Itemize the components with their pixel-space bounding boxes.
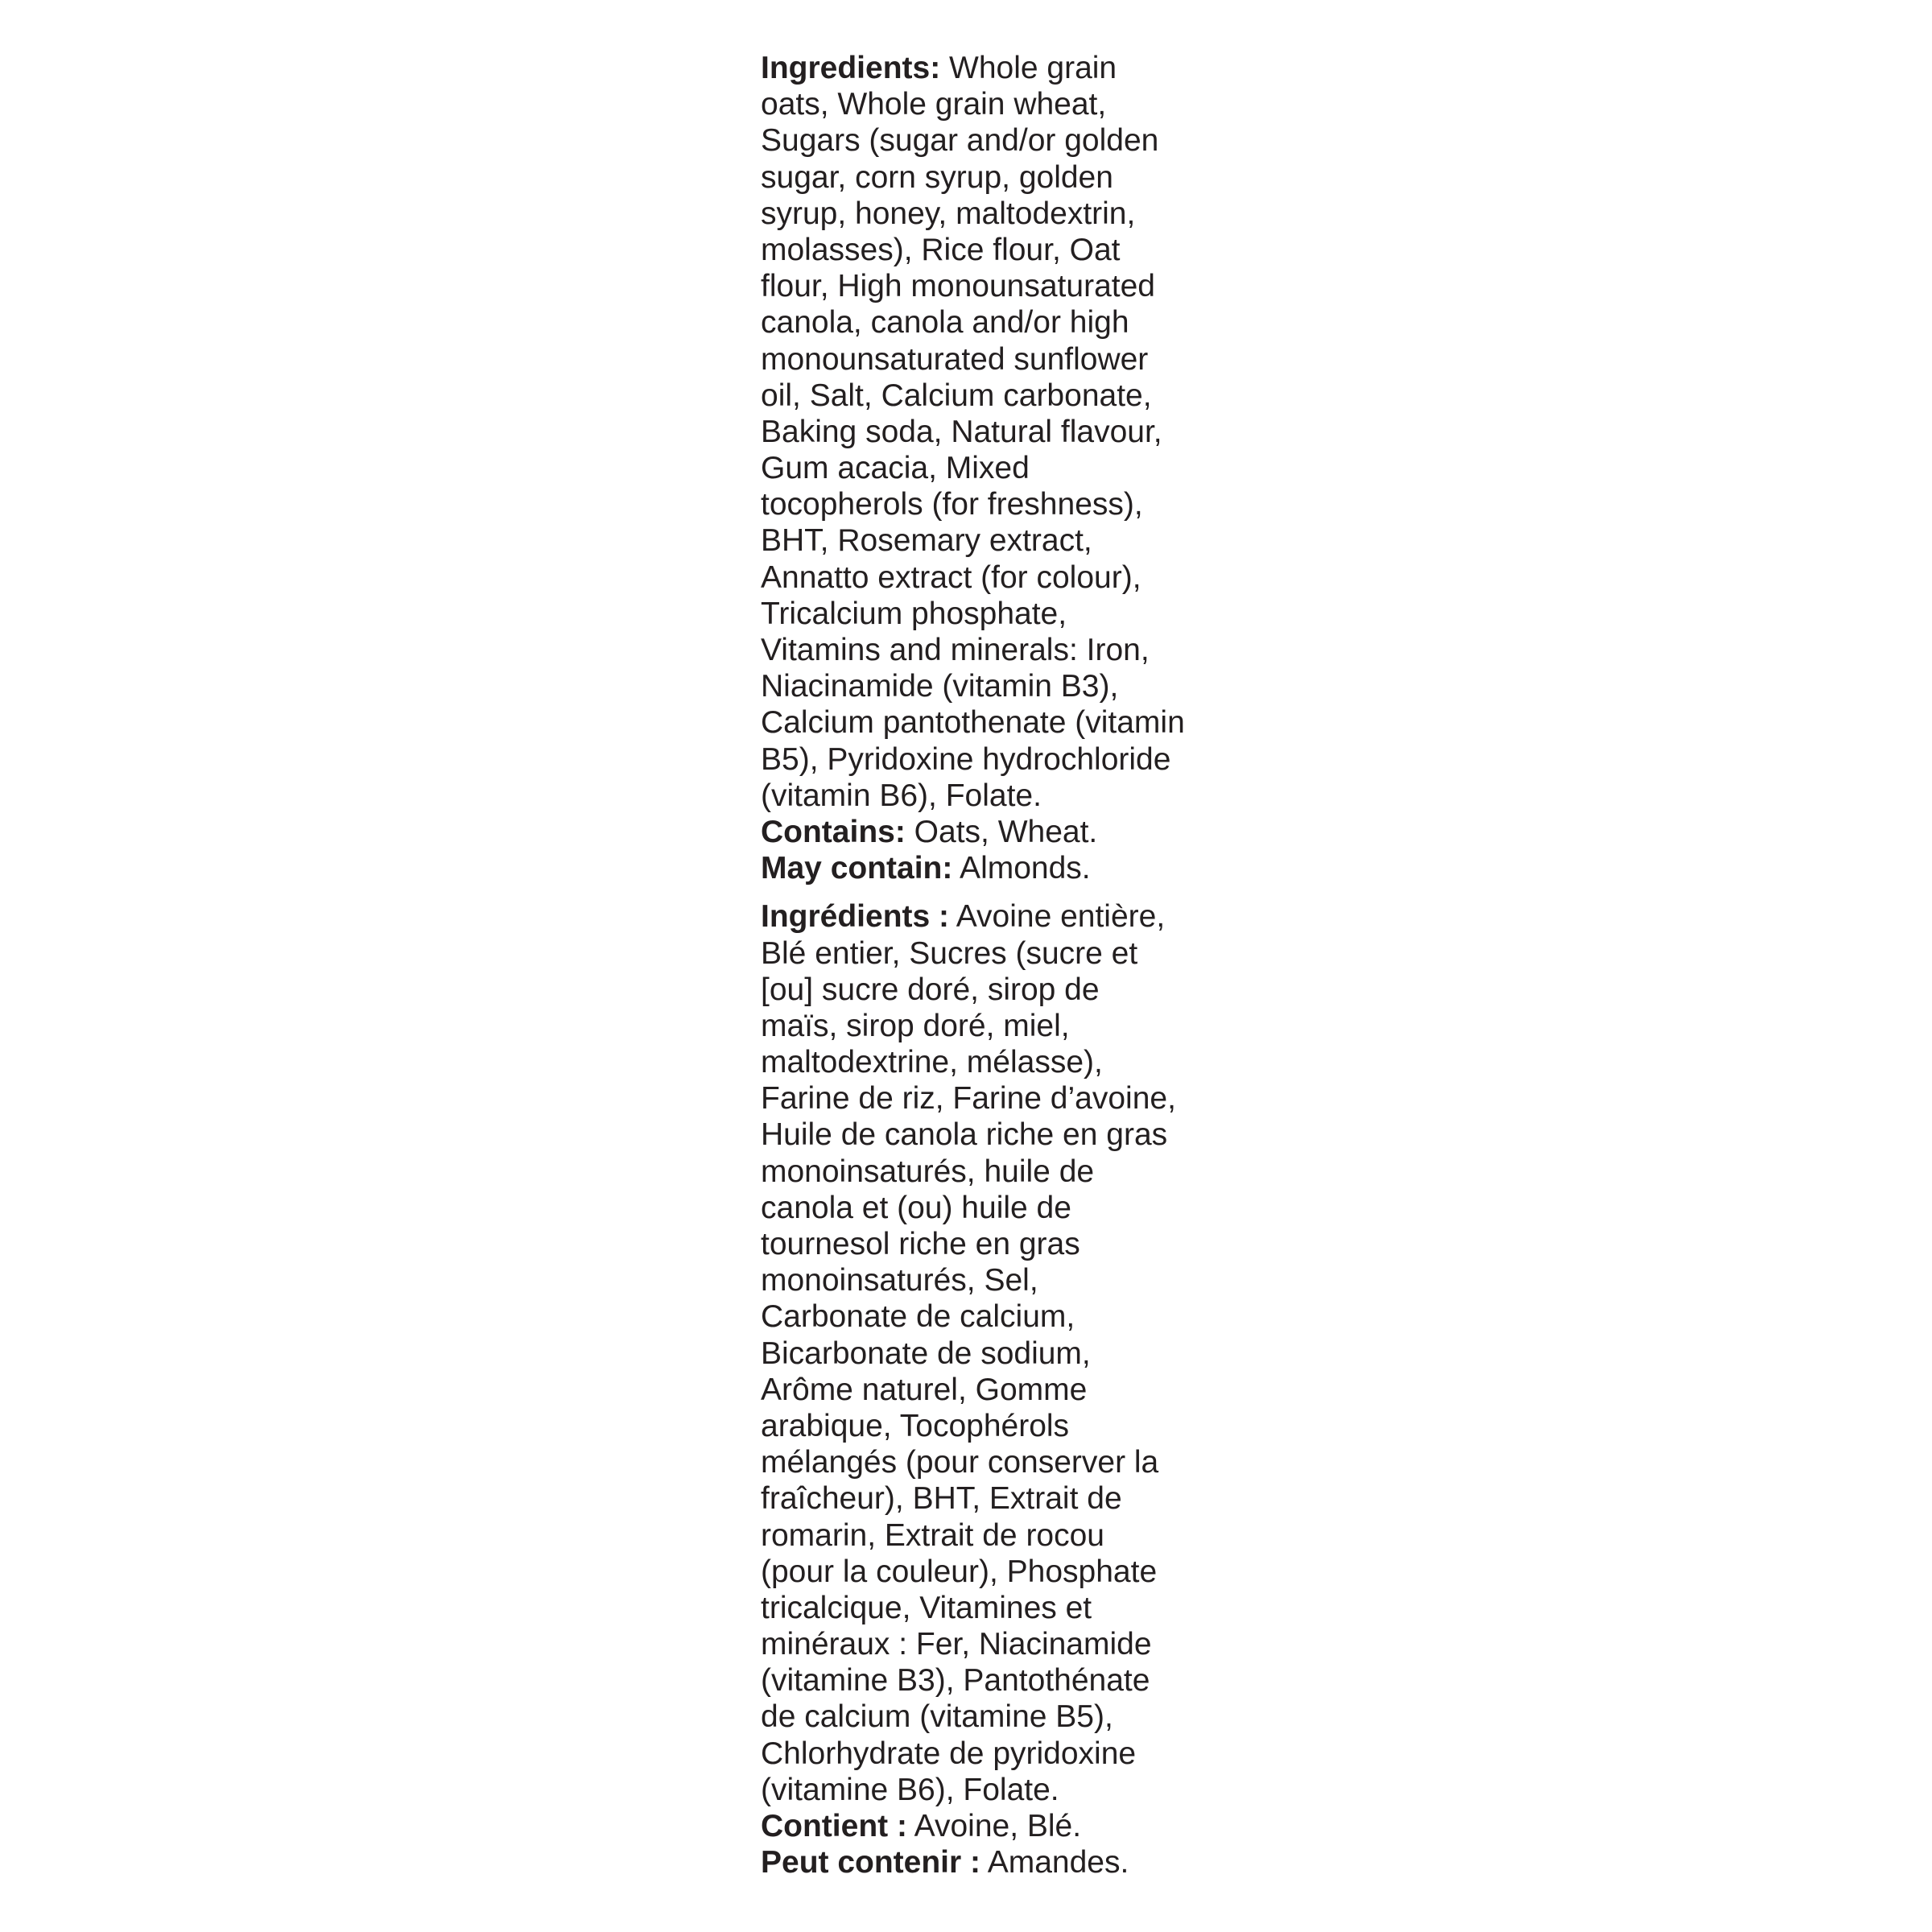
english-ingredients-heading: Ingredients: (761, 51, 941, 85)
french-ingredients-line: maïs, sirop doré, miel, (761, 1008, 1070, 1043)
french-ingredients-line: Carbonate de calcium, (761, 1299, 1075, 1335)
french-ingredients-line: [ou] sucre doré, sirop de (761, 972, 1100, 1007)
english-may-contain-heading: May contain: (761, 851, 953, 886)
french-may-contain-line (761, 1844, 1212, 1880)
english-ingredients-line: (vitamin B6), Folate. (761, 778, 1042, 813)
french-ingredients-line: Arôme naturel, Gomme (761, 1372, 1088, 1407)
french-ingredients-line: Bicarbonate de sodium, (761, 1335, 1091, 1371)
english-contains-line (761, 814, 1212, 850)
french-ingredients-heading: Ingrédients : (761, 899, 950, 935)
english-ingredients-line: Gum acacia, Mixed (761, 451, 1030, 486)
french-ingredients-line: Huile de canola riche en gras (761, 1117, 1168, 1153)
english-ingredients-line: syrup, honey, maltodextrin, (761, 196, 1136, 231)
english-ingredients-line: Sugars (sugar and/or golden (761, 123, 1159, 159)
english-ingredients-block (761, 50, 1212, 886)
french-ingredients-block (761, 898, 1212, 1880)
french-contains-text: Avoine, Blé. (906, 1809, 1082, 1843)
french-ingredients-line: (vitamine B6), Folate. (761, 1772, 1059, 1807)
french-ingredients-line: romarin, Extrait de rocou (761, 1517, 1105, 1553)
english-ingredients-line: Vitamins and minerals: Iron, (761, 633, 1150, 667)
french-ingredients-line: de calcium (vitamine B5), (761, 1699, 1113, 1735)
english-ingredients-line: BHT, Rosemary extract, (761, 523, 1092, 559)
french-ingredients-line: mélangés (pour conserver la (761, 1445, 1159, 1480)
english-ingredients-line: oil, Salt, Calcium carbonate, (761, 378, 1152, 413)
french-ingredients-line: arabique, Tocophérols (761, 1408, 1070, 1443)
french-ingredients-text: Avoine entière, (949, 899, 1166, 935)
english-may-contain-text: Almonds. (952, 851, 1091, 886)
english-ingredients-line: Tricalcium phosphate, (761, 596, 1067, 631)
french-ingredients-line: monoinsaturés, Sel, (761, 1263, 1038, 1298)
french-ingredients-line: (pour la couleur), Phosphate (761, 1554, 1158, 1589)
english-ingredients-line: tocopherols (for freshness), (761, 487, 1143, 522)
english-ingredients-line: oats, Whole grain wheat, (761, 87, 1107, 122)
english-ingredients-text: Whole grain (940, 51, 1117, 85)
english-contains-heading: Contains: (761, 814, 906, 849)
french-ingredients-first-line (761, 898, 1212, 935)
french-ingredients-line: monoinsaturés, huile de (761, 1154, 1095, 1189)
french-ingredients-line: canola et (ou) huile de (761, 1190, 1071, 1225)
english-ingredients-line: Annatto extract (for colour), (761, 559, 1141, 595)
french-contains-heading: Contient : (761, 1809, 907, 1843)
french-may-contain-heading: Peut contenir : (761, 1845, 981, 1880)
ingredients-panel (761, 50, 1212, 1880)
english-contains-text: Oats, Wheat. (905, 814, 1098, 849)
french-ingredients-line: fraîcheur), BHT, Extrait de (761, 1481, 1122, 1517)
french-ingredients-line: minéraux : Fer, Niacinamide (761, 1627, 1152, 1662)
french-ingredients-line: Farine de riz, Farine d’avoine, (761, 1081, 1176, 1117)
french-ingredients-line: (vitamine B3), Pantothénate (761, 1663, 1150, 1699)
english-ingredients-first-line (761, 50, 1212, 86)
english-ingredients-line: sugar, corn syrup, golden (761, 159, 1113, 195)
french-ingredients-line: maltodextrine, mélasse), (761, 1045, 1103, 1080)
french-may-contain-text: Amandes. (980, 1845, 1129, 1880)
english-ingredients-line: Baking soda, Natural flavour, (761, 414, 1162, 449)
french-ingredients-line: Chlorhydrate de pyridoxine (761, 1736, 1137, 1771)
english-ingredients-line: monounsaturated sunflower (761, 341, 1149, 377)
french-ingredients-line: tournesol riche en gras (761, 1227, 1080, 1261)
english-ingredients-line: Calcium pantothenate (vitamin (761, 705, 1185, 741)
english-ingredients-line: B5), Pyridoxine hydrochloride (761, 741, 1171, 777)
french-contains-line (761, 1808, 1212, 1844)
french-ingredients-line: tricalcique, Vitamines et (761, 1590, 1092, 1625)
english-ingredients-line: flour, High monounsaturated (761, 269, 1155, 304)
english-ingredients-line: canola, canola and/or high (761, 305, 1129, 341)
english-ingredients-line: Niacinamide (vitamin B3), (761, 669, 1119, 704)
french-ingredients-line: Blé entier, Sucres (sucre et (761, 935, 1138, 971)
english-may-contain-line (761, 850, 1212, 886)
english-ingredients-line: molasses), Rice flour, Oat (761, 232, 1121, 267)
